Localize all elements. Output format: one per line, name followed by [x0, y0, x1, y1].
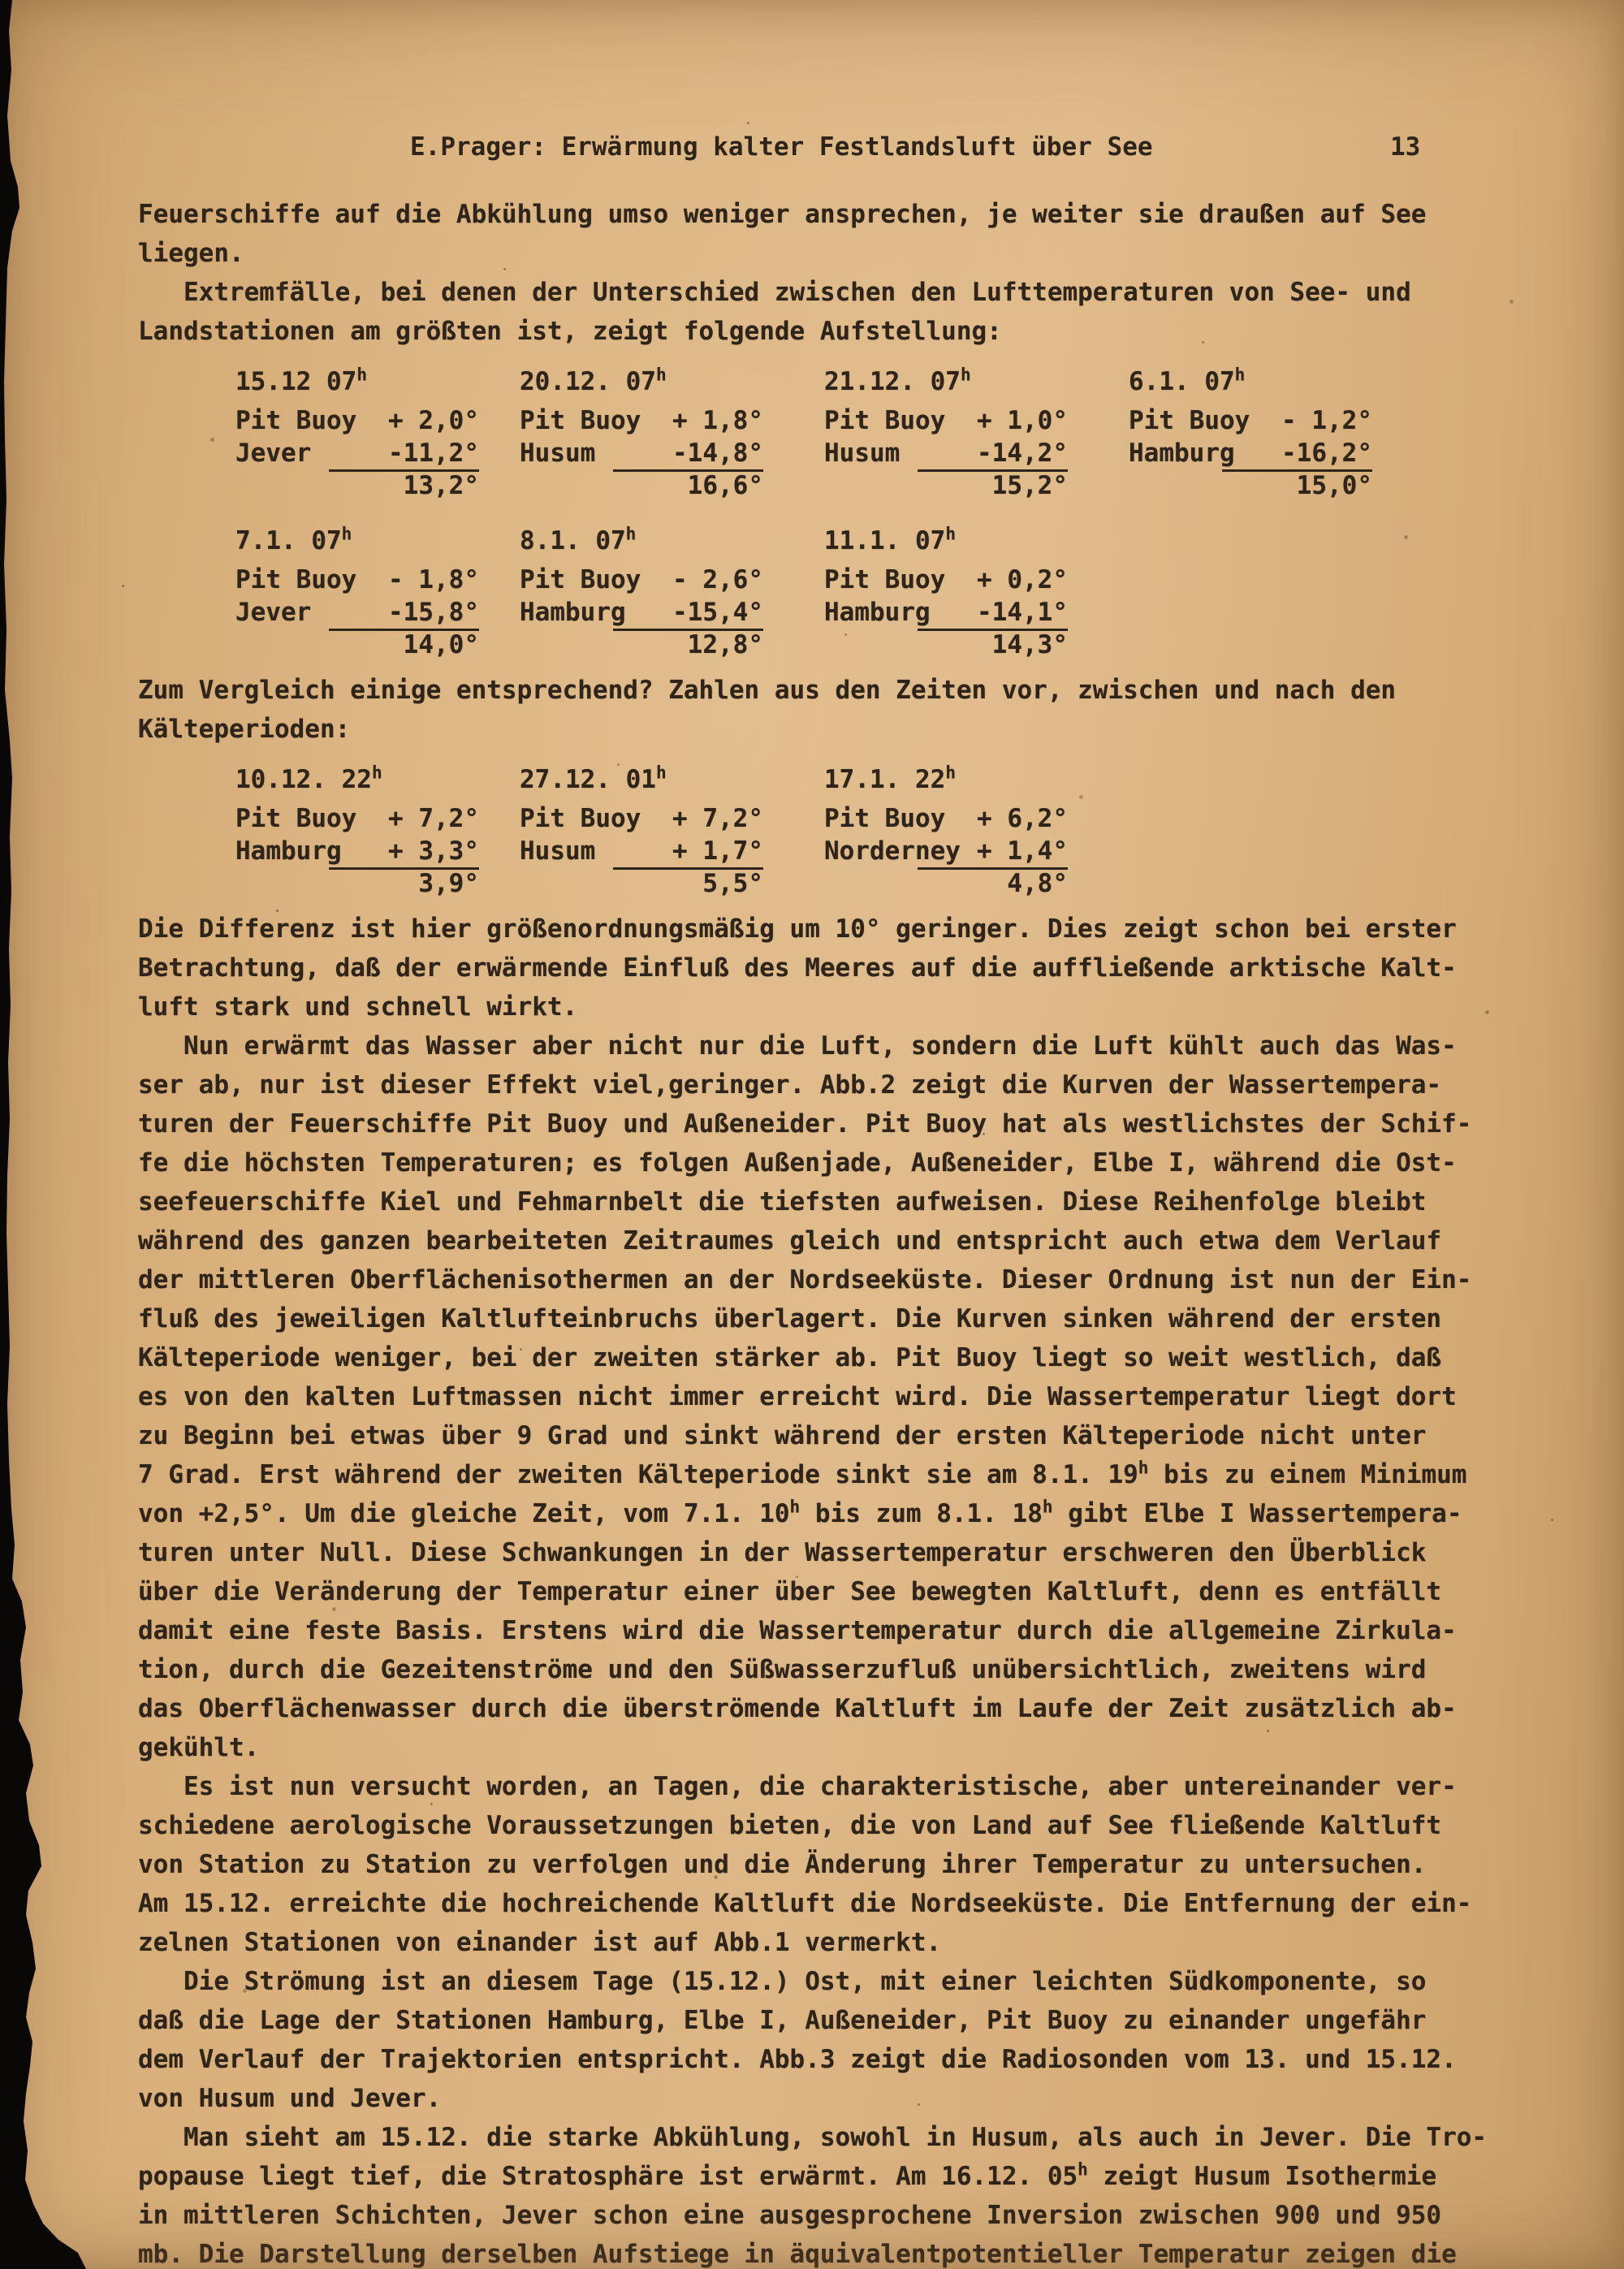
difference-row — [235, 867, 479, 900]
temperature-value: + 7,2° — [388, 804, 479, 833]
text-line: tion, durch die Gezeitenströme und den Süßwasserzufluß unübersichtlich, zweitens wird — [138, 1655, 1427, 1684]
station-reading — [520, 564, 763, 596]
station-reading — [1129, 437, 1372, 469]
station-reading — [1129, 404, 1372, 437]
paragraph-extremfaelle — [138, 273, 1518, 351]
station-reading — [824, 437, 1068, 469]
temp-reading-block — [235, 518, 479, 661]
text-line: Extremfälle, bei denen der Unterschied zwischen den Lufttemperaturen von See- und — [138, 278, 1411, 307]
station-name: Pit Buoy — [824, 406, 946, 435]
station-reading — [235, 437, 479, 469]
text-line: Zum Vergleich einige entsprechend? Zahlen aus den Zeiten vor, zwischen und nach den — [138, 676, 1397, 705]
temperature-value: - 1,8° — [388, 565, 479, 594]
station-reading — [520, 404, 763, 437]
difference-row — [824, 469, 1068, 502]
text-line: liegen. — [138, 239, 244, 268]
station-name: Pit Buoy — [1129, 406, 1250, 435]
temperature-value: + 6,2° — [977, 804, 1068, 833]
observation-date: 6.1. 07$^h$ — [1129, 364, 1246, 396]
temperature-value: + 1,8° — [672, 406, 763, 435]
temperature-difference: 14,3° — [991, 630, 1068, 659]
temperature-difference: 13,2° — [403, 471, 479, 500]
temperature-difference: 14,0° — [403, 630, 479, 659]
station-reading — [235, 564, 479, 596]
text-line: Es ist nun versucht worden, an Tagen, die charakteristische, aber untereinander ver- — [138, 1772, 1457, 1801]
text-line: seefeuerschiffe Kiel und Fehmarnbelt die tiefsten aufweisen. Diese Reihenfolge bleibt — [138, 1187, 1427, 1217]
temperature-value: + 1,7° — [613, 835, 763, 870]
extreme-temperature-table-row2 — [138, 518, 1518, 666]
difference-row — [824, 867, 1068, 900]
station-reading — [520, 596, 763, 629]
temperature-difference: 5,5° — [702, 869, 763, 898]
paragraph-differenz — [138, 910, 1518, 1026]
text-line: turen der Feuerschiffe Pit Buoy und Außeneider. Pit Buoy hat als westlichstes der Schif- — [138, 1109, 1472, 1139]
temperature-value: -15,4° — [613, 596, 763, 631]
temperature-difference: 16,6° — [687, 471, 763, 500]
text-line: zu Beginn bei etwas über 9 Grad und sinkt während der ersten Kälteperiode nicht unter — [138, 1421, 1427, 1450]
extreme-temperature-table-row1 — [138, 359, 1518, 507]
text-line: das Oberflächenwasser durch die überströmende Kaltluft im Laufe der Zeit zusätzlich ab- — [138, 1694, 1457, 1723]
station-name: Husum — [824, 439, 901, 468]
temperature-value: + 1,4° — [918, 835, 1068, 870]
temp-reading-block — [1129, 359, 1372, 502]
observation-date: 20.12. 07$^h$ — [520, 364, 667, 396]
text-line: Kälteperioden: — [138, 715, 351, 744]
temperature-value: + 1,0° — [977, 406, 1068, 435]
text-line: turen unter Null. Diese Schwankungen in der Wassertemperatur erschweren den Überblick — [138, 1538, 1427, 1567]
temperature-value: -14,2° — [918, 437, 1068, 472]
torn-paper-edge — [0, 0, 89, 2269]
difference-row — [520, 629, 763, 661]
station-reading — [520, 802, 763, 835]
station-name: Pit Buoy — [824, 804, 946, 833]
text-line: daß die Lage der Stationen Hamburg, Elbe I, Außeneider, Pit Buoy zu einander ungefähr — [138, 2006, 1427, 2035]
station-name: Jever — [235, 598, 312, 627]
text-line: Kälteperiode weniger, bei der zweiten stärker ab. Pit Buoy liegt so weit westlich, daß — [138, 1343, 1442, 1372]
text-line: zelnen Stationen von einander ist auf Abb.1 vermerkt. — [138, 1928, 942, 1957]
temperature-value: + 2,0° — [388, 406, 479, 435]
station-reading — [824, 596, 1068, 629]
temp-reading-block — [824, 359, 1068, 502]
text-line: Man sieht am 15.12. die starke Abkühlung, sowohl in Husum, als auch in Jever. Die Tro- — [138, 2123, 1488, 2152]
observation-date: 7.1. 07$^h$ — [235, 523, 352, 555]
observation-date: 10.12. 22$^h$ — [235, 762, 382, 794]
text-line: von Station zu Station zu verfolgen und die Änderung ihrer Temperatur zu untersuchen. — [138, 1850, 1427, 1879]
text-line: Feuerschiffe auf die Abkühlung umso weniger ansprechen, je weiter sie draußen auf See — [138, 200, 1427, 229]
text-line: Betrachtung, daß der erwärmende Einfluß des Meeres auf die auffließende arktische Kalt- — [138, 953, 1457, 983]
station-reading — [520, 835, 763, 867]
temp-reading-block — [520, 518, 763, 661]
temperature-value: -14,8° — [613, 437, 763, 472]
paragraph-stroemung — [138, 1962, 1518, 2118]
station-name: Pit Buoy — [235, 565, 357, 594]
temp-reading-block — [235, 359, 479, 502]
station-reading — [824, 835, 1068, 867]
text-line: fe die höchsten Temperaturen; es folgen Außenjade, Außeneider, Elbe I, während die Ost- — [138, 1148, 1457, 1178]
difference-row — [235, 469, 479, 502]
temperature-value: - 2,6° — [672, 565, 763, 594]
text-line: der mittleren Oberflächenisothermen an der Nordseeküste. Dieser Ordnung ist nun der Ein- — [138, 1265, 1472, 1294]
text-line: Nun erwärmt das Wasser aber nicht nur die Luft, sondern die Luft kühlt auch das Was- — [138, 1031, 1457, 1061]
temperature-difference: 15,0° — [1296, 471, 1372, 500]
station-reading — [235, 596, 479, 629]
temperature-difference: 12,8° — [687, 630, 763, 659]
station-name: Hamburg — [235, 836, 342, 866]
station-reading — [235, 404, 479, 437]
page-header — [0, 132, 1624, 173]
difference-row — [520, 867, 763, 900]
temp-reading-block — [235, 757, 479, 900]
station-name: Pit Buoy — [235, 804, 357, 833]
text-line: über die Veränderung der Temperatur einer über See bewegten Kaltluft, denn es entfällt — [138, 1577, 1442, 1606]
temperature-value: + 0,2° — [977, 565, 1068, 594]
difference-row — [235, 629, 479, 661]
observation-date: 27.12. 01$^h$ — [520, 762, 667, 794]
observation-date: 11.1. 07$^h$ — [824, 523, 957, 555]
station-name: Hamburg — [520, 598, 626, 627]
station-name: Pit Buoy — [520, 804, 641, 833]
temperature-difference: 4,8° — [1007, 869, 1068, 898]
paragraph-wassertemperatur — [138, 1026, 1518, 1767]
temperature-difference: 15,2° — [991, 471, 1068, 500]
station-reading — [824, 802, 1068, 835]
text-line: ser ab, nur ist dieser Effekt viel,geringer. Abb.2 zeigt die Kurven der Wassertempera- — [138, 1070, 1442, 1100]
station-reading — [824, 404, 1068, 437]
station-name: Norderney — [824, 836, 961, 866]
text-line: Die Differenz ist hier größenordnungsmäßig um 10° geringer. Dies zeigt schon bei erster — [138, 914, 1457, 944]
paragraph-versuch — [138, 1767, 1518, 1962]
text-line: fluß des jeweiligen Kaltlufteinbruchs überlagert. Die Kurven sinken während der ersten — [138, 1304, 1442, 1333]
page-body — [138, 195, 1518, 2269]
text-line: popause liegt tief, die Stratosphäre ist erwärmt. Am 16.12. 05$^h$ zeigt Husum Isothermie — [138, 2159, 1437, 2191]
text-line: gekühlt. — [138, 1733, 260, 1762]
temperature-value: -15,8° — [329, 596, 479, 631]
text-line: während des ganzen bearbeiteten Zeitraumes gleich und entspricht auch etwa dem Verlauf — [138, 1226, 1442, 1256]
text-line: mb. Die Darstellung derselben Aufstiege in äquivalentpotentieller Temperatur zeigen die — [138, 2240, 1457, 2269]
text-line: luft stark und schnell wirkt. — [138, 992, 578, 1022]
text-line: Am 15.12. erreichte die hochreichende Kaltluft die Nordseeküste. Die Entfernung der ein- — [138, 1889, 1472, 1918]
station-name: Pit Buoy — [824, 565, 946, 594]
difference-row — [1129, 469, 1372, 502]
comparison-temperature-table — [138, 757, 1518, 905]
temperature-difference: 3,9° — [418, 869, 479, 898]
station-name: Husum — [520, 836, 596, 866]
text-line: damit eine feste Basis. Erstens wird die Wassertemperatur durch die allgemeine Zirkula- — [138, 1616, 1457, 1645]
temperature-value: + 3,3° — [329, 835, 479, 870]
station-reading — [520, 437, 763, 469]
temp-reading-block — [824, 518, 1068, 661]
temp-reading-block — [520, 359, 763, 502]
text-line: von Husum und Jever. — [138, 2084, 442, 2113]
paragraph-vergleich — [138, 671, 1518, 749]
text-line: schiedene aerologische Voraussetzungen bieten, die von Land auf See fließende Kaltluft — [138, 1811, 1442, 1840]
temp-reading-block — [824, 757, 1068, 900]
station-name: Hamburg — [824, 598, 931, 627]
paragraph-abkuehlung — [138, 2118, 1518, 2269]
station-name: Jever — [235, 439, 312, 468]
text-line: von +2,5°. Um die gleiche Zeit, vom 7.1. 10$^h$ bis zum 8.1. 18$^h$ gibt Elbe I Wassertempera- — [138, 1496, 1462, 1528]
station-reading — [235, 802, 479, 835]
temperature-value: -16,2° — [1222, 437, 1372, 472]
text-line: dem Verlauf der Trajektorien entspricht. Abb.3 zeigt die Radiosonden vom 13. und 15.12. — [138, 2045, 1457, 2074]
station-name: Husum — [520, 439, 596, 468]
observation-date: 17.1. 22$^h$ — [824, 762, 957, 794]
text-line: Landstationen am größten ist, zeigt folgende Aufstellung: — [138, 317, 1002, 346]
running-header-title: E.Prager: Erwärmung kalter Festlandsluft über See — [410, 132, 1153, 162]
observation-date: 15.12 07$^h$ — [235, 364, 368, 396]
station-name: Pit Buoy — [520, 565, 641, 594]
difference-row — [824, 629, 1068, 661]
station-name: Pit Buoy — [520, 406, 641, 435]
text-line: es von den kalten Luftmassen nicht immer erreicht wird. Die Wassertemperatur liegt dort — [138, 1382, 1457, 1411]
temperature-value: -11,2° — [329, 437, 479, 472]
station-name: Pit Buoy — [235, 406, 357, 435]
station-reading — [235, 835, 479, 867]
station-reading — [824, 564, 1068, 596]
text-line: 7 Grad. Erst während der zweiten Kälteperiode sinkt sie am 8.1. 19$^h$ bis zu einem Minimum — [138, 1457, 1467, 1489]
temperature-value: - 1,2° — [1281, 406, 1372, 435]
text-line: in mittleren Schichten, Jever schon eine ausgesprochene Inversion zwischen 900 und 950 — [138, 2201, 1442, 2230]
temperature-value: -14,1° — [918, 596, 1068, 631]
station-name: Hamburg — [1129, 439, 1235, 468]
difference-row — [520, 469, 763, 502]
temperature-value: + 7,2° — [672, 804, 763, 833]
temp-reading-block — [520, 757, 763, 900]
text-line: Die Strömung ist an diesem Tage (15.12.) Ost, mit einer leichten Südkomponente, so — [138, 1967, 1427, 1996]
page-number: 13 — [1390, 132, 1421, 162]
observation-date: 21.12. 07$^h$ — [824, 364, 971, 396]
paragraph-feuerschiffe — [138, 195, 1518, 273]
observation-date: 8.1. 07$^h$ — [520, 523, 637, 555]
